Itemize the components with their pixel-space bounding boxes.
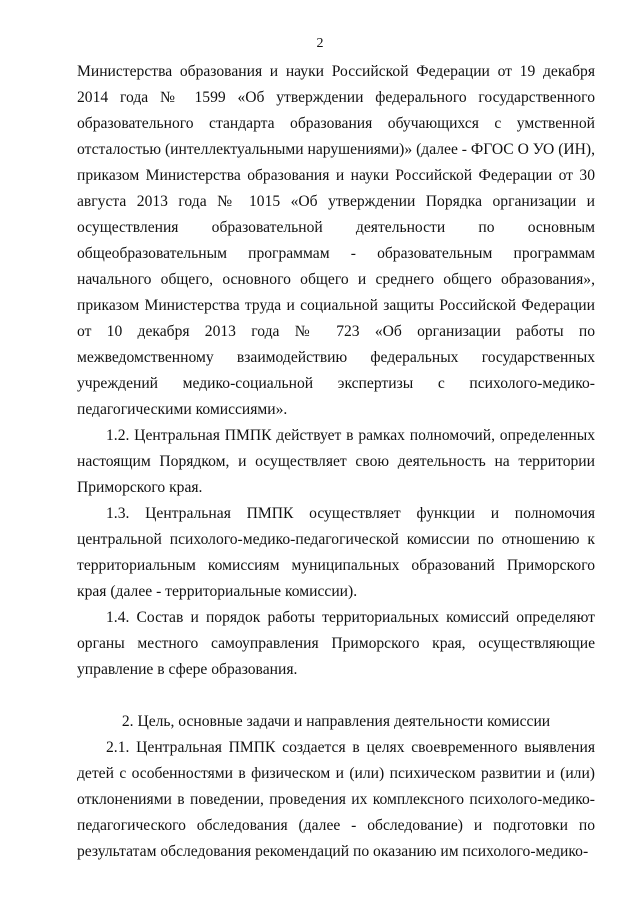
document-body — [77, 59, 595, 865]
paragraph-2-1: 2.1. Центральная ПМПК создается в целях своевременного выявления детей с особенностями в физическом и (или) психическом развитии и (или) отклонениями в поведении, проведения их комплексного психолого-медико-педагогического обследования (далее - обследование) и подготовки по результатам обследования рекомендаций по оказанию им психолого-медико- — [77, 739, 595, 860]
paragraph-1-3: 1.3. Центральная ПМПК осуществляет функции и полномочия центральной психолого-медико-педагогической комиссии по отношению к территориальным комиссиям муниципальных образований Приморского края (далее - территориальные комиссии). — [77, 505, 595, 600]
paragraph-1-2: 1.2. Центральная ПМПК действует в рамках полномочий, определенных настоящим Порядком, и осуществляет свою деятельность на территории Приморского края. — [77, 427, 595, 496]
section-heading: 2. Цель, основные задачи и направления деятельности комиссии — [121, 713, 551, 730]
page-number: 2 — [316, 36, 324, 51]
paragraph-legal-references: Министерства образования и науки Российской Федерации от 19 декабря 2014 года № 1599 «Об утверждении федерального государственного образовательного стандарта образования обучающихся с умственной отсталостью (интеллектуальными нарушениями)» (далее - ФГОС О УО (ИН), приказом Министерства образования и науки Российской Федерации от 30 августа 2013 года № 1015 «Об утверждении Порядка организации и осуществления образовательной деятельности по основным общеобразовательным программам - образовательным программам начального общего, основного общего и среднего общего образования», приказом Министерства труда и социальной защиты Российской Федерации от 10 декабря 2013 года № 723 «Об организации работы по межведомственному взаимодействию федеральных государственных учреждений медико-социальной экспертизы с психолого-медико-педагогическими комиссиями». — [77, 63, 595, 418]
paragraph-1-4: 1.4. Состав и порядок работы территориальных комиссий определяют органы местного самоуправления Приморского края, осуществляющие управление в сфере образования. — [77, 609, 595, 678]
